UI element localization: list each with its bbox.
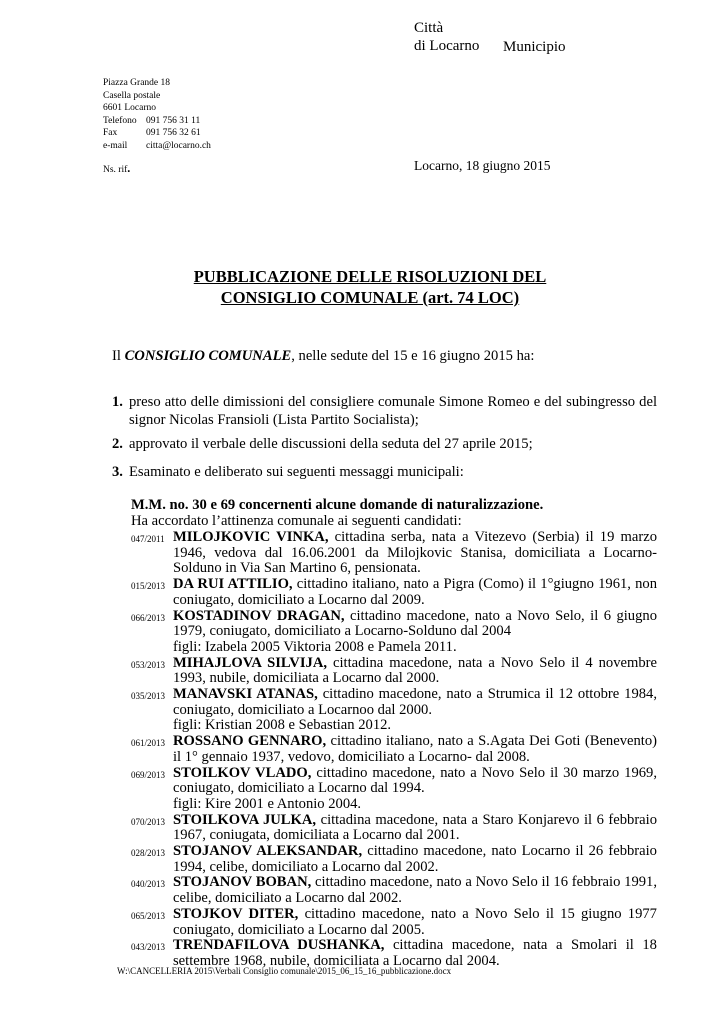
document-date: Locarno, 18 giugno 2015 <box>414 158 551 173</box>
candidate-name: STOJANOV BOBAN, <box>173 874 312 891</box>
resolution-item <box>112 435 657 453</box>
email-address: citta@locarno.ch <box>146 140 211 151</box>
reference-label: Ns. rif <box>103 165 128 175</box>
candidate-code: 043/2013 <box>131 942 166 953</box>
intro-paragraph <box>112 348 534 365</box>
candidate-entry <box>131 530 657 577</box>
candidate-description: cittadina macedone, nata a Novo Selo il 4 novembre 1993, nubile, domiciliata a Locarno dal 2000. <box>173 654 657 687</box>
item-text: approvato il verbale delle discussioni della seduta del 27 aprile 2015; <box>129 436 533 452</box>
candidate-list <box>131 530 657 970</box>
candidate-code: 015/2013 <box>131 581 166 592</box>
resolution-item <box>112 393 657 429</box>
candidate-name: STOILKOV VLADO, <box>173 764 312 781</box>
candidate-name: DA RUI ATTILIO, <box>173 576 293 593</box>
reference-dot: . <box>127 161 131 175</box>
candidate-description: cittadino macedone, nato a Novo Selo il 30 marzo 1969, coniugato, domiciliato a Locarno dal 1994. <box>173 764 657 797</box>
candidate-entry <box>131 656 657 687</box>
candidate-name: TRENDAFILOVA DUSHANKA, <box>173 937 385 954</box>
intro-suffix: , nelle sedute del 15 e 16 giugno 2015 ha: <box>291 348 535 364</box>
candidate-entry <box>131 938 657 969</box>
intro-prefix: Il <box>112 348 125 364</box>
candidate-entry <box>131 907 657 938</box>
mm-heading: M.M. no. 30 e 69 concernenti alcune domande di naturalizzazione. <box>131 497 544 513</box>
contact-block <box>103 77 211 153</box>
candidate-code: 065/2013 <box>131 910 166 921</box>
candidate-children: figli: Kristian 2008 e Sebastian 2012. <box>173 717 392 734</box>
candidate-code: 040/2013 <box>131 879 166 890</box>
candidate-entry <box>131 734 657 765</box>
candidate-name: MANAVSKI ATANAS, <box>173 686 318 703</box>
department-name: Municipio <box>503 39 566 55</box>
phone-label: Telefono <box>103 115 137 126</box>
candidate-description: cittadina macedone, nata a Smolari il 18 settembre 1968, nubile, domiciliata a Locarno dal 2004. <box>173 937 657 969</box>
candidate-name: MIHAJLOVA SILVIJA, <box>173 654 328 671</box>
title-line1: PUBBLICAZIONE DELLE RISOLUZIONI DEL <box>193 267 547 286</box>
item-number: 1. <box>112 394 123 410</box>
city-name-line2: di Locarno <box>414 38 480 54</box>
candidate-code: 028/2013 <box>131 848 166 859</box>
candidate-entry <box>131 875 657 906</box>
candidate-entry <box>131 687 657 734</box>
candidate-name: ROSSANO GENNARO, <box>173 733 327 750</box>
candidate-entry <box>131 577 657 608</box>
candidate-code: 061/2013 <box>131 738 166 749</box>
candidate-name: STOILKOVA JULKA, <box>173 811 317 828</box>
file-path-footer: W:\CANCELLERIA 2015\Verbali Consiglio comunale\2015_06_15_16_pubblicazione.docx <box>117 966 452 976</box>
candidate-code: 070/2013 <box>131 816 166 827</box>
city-name-line1: Città <box>414 20 444 36</box>
candidate-entry <box>131 844 657 875</box>
mm-subheading: Ha accordato l’attinenza comunale ai seguenti candidati: <box>131 513 462 529</box>
reference-line <box>103 161 130 176</box>
candidate-description: cittadino italiano, nato a Pigra (Como) il 1°giugno 1961, non coniugato, domiciliato a Locarno dal 2009. <box>173 576 657 608</box>
phone-row <box>103 115 211 128</box>
item-number: 2. <box>112 436 123 452</box>
email-row <box>103 140 211 153</box>
item-text: Esaminato e deliberato sui seguenti messaggi municipali: <box>129 464 464 480</box>
fax-number: 091 756 32 61 <box>146 128 201 139</box>
candidate-description: cittadino macedone, nato Locarno il 26 febbraio 1994, celibe, domiciliato a Locarno dal 2002. <box>173 843 657 875</box>
document-title <box>120 266 620 308</box>
candidate-entry <box>131 609 657 656</box>
candidate-code: 035/2013 <box>131 691 166 702</box>
candidate-description: cittadino macedone, nato a Strumica il 12 ottobre 1984, coniugato, domiciliato a Locarnoo dal 2000. <box>173 686 657 718</box>
candidate-children: figli: Kire 2001 e Antonio 2004. <box>173 795 362 812</box>
email-label: e-mail <box>103 140 128 151</box>
candidate-code: 069/2013 <box>131 769 166 780</box>
candidate-description: cittadino macedone, nato a Novo Selo il 15 giugno 1977 coniugato, domiciliato a Locarno dal 2005. <box>173 905 657 938</box>
item-number: 3. <box>112 464 123 480</box>
letterhead <box>414 19 479 55</box>
candidate-description: cittadino macedone, nato a Novo Selo, il 6 giugno 1979, coniugato, domiciliato a Locarno-Solduno dal 2004 <box>173 607 657 640</box>
candidate-description: cittadino macedone, nato a Novo Selo il 16 febbraio 1991, celibe, domiciliato a Locarno dal 2002. <box>173 874 657 907</box>
candidate-code: 047/2011 <box>131 534 165 544</box>
candidate-name: STOJKOV DITER, <box>173 905 299 922</box>
title-line2: CONSIGLIO COMUNALE (art. 74 LOC) <box>220 288 520 307</box>
candidate-entry <box>131 766 657 813</box>
fax-label: Fax <box>103 128 118 139</box>
fax-row <box>103 127 211 140</box>
candidate-code: 053/2013 <box>131 659 166 670</box>
resolution-item <box>112 463 657 481</box>
intro-council-name: CONSIGLIO COMUNALE <box>124 348 292 364</box>
candidate-children: figli: Izabela 2005 Viktoria 2008 e Pamela 2011. <box>173 638 457 655</box>
address-line: Casella postale <box>103 90 161 101</box>
candidate-description: cittadino italiano, nato a S.Agata Dei Goti (Benevento) il 1° gennaio 1937, vedovo, domiciliato a Locarno- dal 2008. <box>173 733 657 765</box>
candidate-code: 066/2013 <box>131 612 166 623</box>
item-text: preso atto delle dimissioni del consigliere comunale Simone Romeo e del subingresso del signor Nicolas Fransioli (Lista Partito Socialista); <box>129 394 657 428</box>
candidate-name: MILOJKOVIC VINKA, <box>173 529 329 545</box>
address-line: 6601 Locarno <box>103 103 157 114</box>
candidate-description: cittadina macedone, nata a Staro Konjarevo il 6 febbraio 1967, coniugata, domiciliata a Locarno dal 2001. <box>173 811 658 844</box>
candidate-entry <box>131 813 657 844</box>
phone-number: 091 756 31 11 <box>146 115 201 126</box>
candidate-description: cittadina serba, nata a Vitezevo (Serbia) il 19 marzo 1946, vedova dal 16.06.2001 da Milojkovic Stanisa, domiciliata a Locarno-Solduno in Via San Martino 6, pensionata. <box>173 529 657 577</box>
candidate-name: STOJANOV ALEKSANDAR, <box>173 843 363 860</box>
candidate-name: KOSTADINOV DRAGAN, <box>173 607 345 624</box>
address-line: Piazza Grande 18 <box>103 78 170 88</box>
